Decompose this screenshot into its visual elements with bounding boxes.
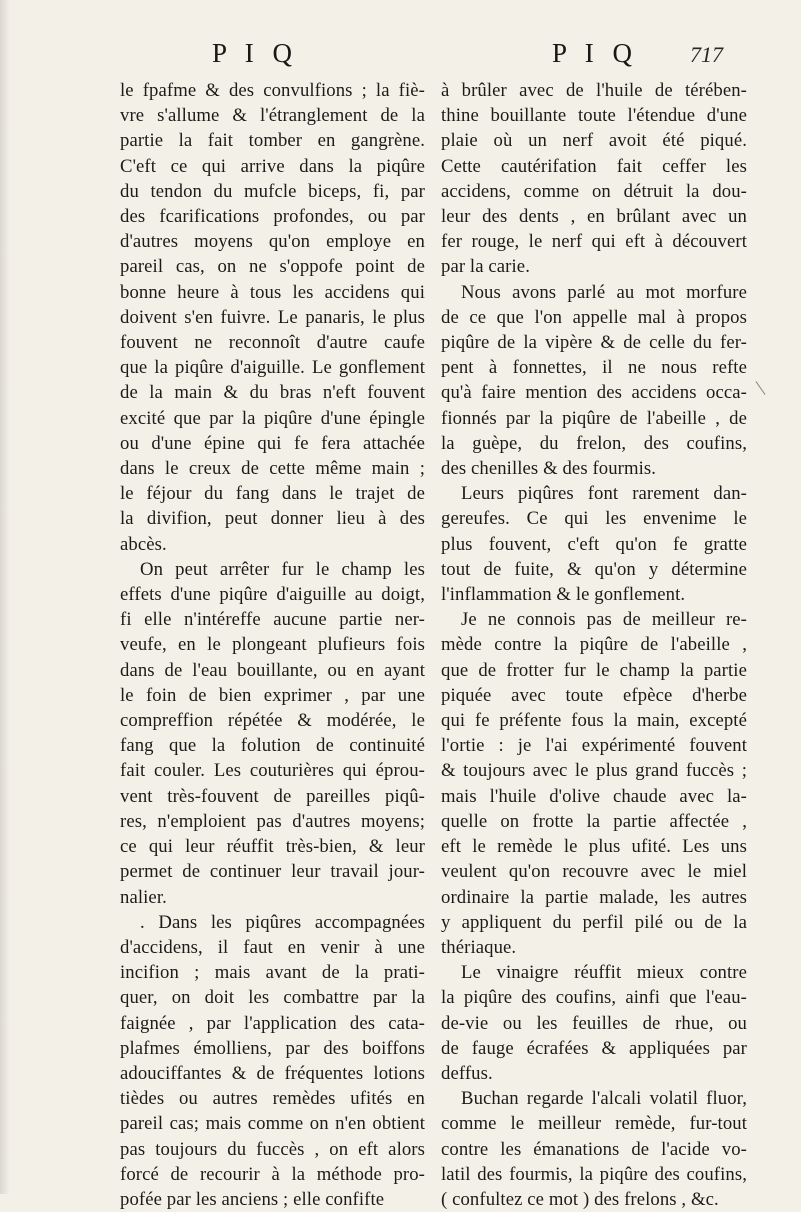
text-line: vre s'allume & l'étranglement de la	[120, 105, 425, 127]
right-column-text	[441, 78, 747, 1212]
text-line: des fcarifications profondes, ou par	[120, 206, 425, 228]
text-line: pent à fonnettes, il ne nous refte	[441, 357, 747, 379]
margin-mark	[756, 381, 766, 395]
header-left-title: P I Q	[212, 38, 299, 68]
text-line: par la carie.	[441, 256, 530, 278]
text-line: y appliquent du perfil pilé ou de la	[441, 911, 747, 933]
text-line: leur des dents , en brûlant avec un	[441, 206, 747, 228]
text-line: bonne heure à tous les accidens qui	[120, 281, 425, 303]
text-line: fouvent ne reconnoît d'autre caufe	[120, 332, 425, 354]
text-line: effets d'une piqûre d'aiguille au doigt,	[120, 584, 425, 606]
text-line: de fauge écrafées & appliquées par	[441, 1037, 747, 1059]
text-line: fionnés par la piqûre de l'abeille , de	[441, 407, 747, 429]
text-line: de-vie ou les feuilles de rhue, ou	[441, 1012, 747, 1034]
left-column-text	[120, 78, 425, 1212]
text-line: . Dans les piqûres accompagnées	[140, 911, 425, 933]
text-line: pareil cas, on ne s'oppofe point de	[120, 256, 425, 278]
text-line: de ce que l'on appelle mal à propos	[441, 306, 747, 328]
text-line: thine bouillante toute l'étendue d'une	[441, 105, 747, 127]
text-line: faignée , par l'application des cata-	[120, 1012, 425, 1034]
text-line: de la main & du bras n'eft fouvent	[120, 382, 425, 404]
text-line: la guèpe, du frelon, des coufins,	[441, 432, 747, 454]
text-line: que de frotter fur le champ la partie	[441, 659, 747, 681]
text-line: contre les émanations de l'acide vo-	[441, 1138, 747, 1160]
text-line: d'autres moyens qu'on employe en	[120, 231, 425, 253]
text-line: res, n'emploient pas d'autres moyens;	[120, 810, 425, 832]
text-line: veulent qu'on recouvre avec le miel	[441, 861, 747, 883]
text-line: le foin de bien exprimer , par une	[120, 684, 425, 706]
text-line: pareil cas; mais comme on n'en obtient	[120, 1113, 425, 1135]
text-line: la piqûre des coufins, ainfi que l'eau-	[441, 987, 747, 1009]
text-line: ou d'une épine qui fe fera attachée	[120, 432, 425, 454]
text-line: plaie où un nerf avoit été piqué.	[441, 130, 747, 152]
text-line: fang que la folution de continuité	[120, 735, 425, 757]
text-line: plus fouvent, c'eft qu'on fe gratte	[441, 533, 747, 555]
running-header	[0, 38, 801, 78]
text-line: du tendon du mufcle biceps, fi, par	[120, 180, 425, 202]
text-line: quer, on doit les combattre par la	[120, 987, 425, 1009]
text-line: permet de continuer leur travail jour-	[120, 861, 425, 883]
text-line: & toujours avec le plus grand fuccès ;	[441, 760, 747, 782]
text-line: tièdes ou autres remèdes ufités en	[120, 1088, 425, 1110]
text-line: accidens, comme on détruit la dou-	[441, 180, 747, 202]
text-line: le fpafme & des convulfions ; la fiè-	[120, 80, 425, 101]
text-line: compreffion répétée & modérée, le	[120, 710, 425, 732]
text-line: dans de l'eau bouillante, ou en ayant	[120, 659, 425, 681]
text-line: Cette cautérifation fait ceffer les	[441, 155, 747, 177]
text-line: forcé de recourir à la méthode pro-	[120, 1163, 425, 1185]
text-line: excité que par la piqûre d'une épingle	[120, 407, 425, 429]
text-line: Je ne connois pas de meilleur re-	[461, 609, 747, 631]
text-line: fi elle n'intéreffe aucune partie ner-	[120, 609, 425, 631]
text-line: Buchan regarde l'alcali volatil fluor,	[461, 1088, 747, 1110]
text-line: l'ortie : je l'ai expérimenté fouvent	[441, 735, 747, 757]
text-line: latil des fourmis, la piqûre des coufins,	[441, 1163, 747, 1185]
text-line: que la piqûre d'aiguille. Le gonflement	[120, 357, 425, 379]
text-line: des chenilles & des fourmis.	[441, 458, 657, 480]
header-right-title: P I Q	[552, 38, 639, 68]
text-line: abcès.	[120, 533, 167, 555]
text-line: la divifion, peut donner lieu à des	[120, 508, 425, 530]
text-line: thériaque.	[441, 936, 517, 958]
text-line: comme le meilleur remède, fur-tout	[441, 1113, 747, 1135]
text-line: piqûre de la vipère & de celle du fer-	[441, 332, 747, 354]
text-line: mais l'huile d'olive chaude avec la-	[441, 785, 747, 807]
text-line: On peut arrêter fur le champ les	[140, 558, 425, 580]
text-line: ordinaire la partie malade, les autres	[441, 886, 747, 908]
text-line: piquée avec toute efpèce d'herbe	[441, 684, 747, 706]
text-line: d'accidens, il faut en venir à une	[120, 936, 425, 958]
text-line: deffus.	[441, 1062, 493, 1084]
text-line: adouciffantes & de fréquentes lotions	[120, 1062, 425, 1084]
text-line: Leurs piqûres font rarement dan-	[461, 483, 747, 505]
text-line: quelle on frotte la partie affectée ,	[441, 810, 747, 832]
text-line: Le vinaigre réuffit mieux contre	[461, 962, 747, 984]
text-line: vent très-fouvent de pareilles piqû-	[120, 785, 425, 807]
text-line: fer rouge, le nerf qui eft à découvert	[441, 231, 747, 253]
text-line: à brûler avec de l'huile de térében-	[441, 80, 747, 101]
page-number: 717	[690, 42, 723, 67]
text-line: pas toujours du fuccès , on eft alors	[120, 1138, 425, 1160]
text-line: veufe, en le plongeant plufieurs fois	[120, 634, 425, 656]
text-line: gereufes. Ce qui les envenime le	[441, 508, 747, 530]
text-line: ( confultez ce mot ) des frelons , &c.	[441, 1188, 719, 1210]
text-line: fait couler. Les couturières qui éprou-	[120, 760, 425, 782]
text-line: eft le remède le plus ufité. Les uns	[441, 836, 747, 858]
text-line: C'eft ce qui arrive dans la piqûre	[120, 155, 425, 177]
text-line: incifion ; mais avant de la prati-	[120, 962, 425, 984]
text-line: pofée par les anciens ; elle confifte	[120, 1188, 385, 1210]
text-line: partie la fait tomber en gangrène.	[120, 130, 425, 152]
text-line: le féjour du fang dans le trajet de	[120, 483, 425, 505]
text-line: mède contre la piqûre de l'abeille ,	[441, 634, 747, 656]
text-line: qui fe préfente fous la main, excepté	[441, 710, 747, 732]
text-line: tout de fuite, & qu'on y détermine	[441, 558, 747, 580]
text-line: qu'à faire mention des accidens occa-	[441, 382, 747, 404]
text-line: ce qui leur réuffit très-bien, & leur	[120, 836, 425, 858]
text-line: nalier.	[120, 886, 167, 908]
text-line: doivent s'en fuivre. Le panaris, le plus	[120, 306, 425, 328]
text-line: plafmes émolliens, par des boiffons	[120, 1037, 425, 1059]
page-edge-shadow	[0, 0, 10, 1194]
text-line: l'inflammation & le gonflement.	[441, 584, 686, 606]
text-line: Nous avons parlé au mot morfure	[461, 281, 747, 303]
text-line: dans le creux de cette même main ;	[120, 458, 425, 480]
